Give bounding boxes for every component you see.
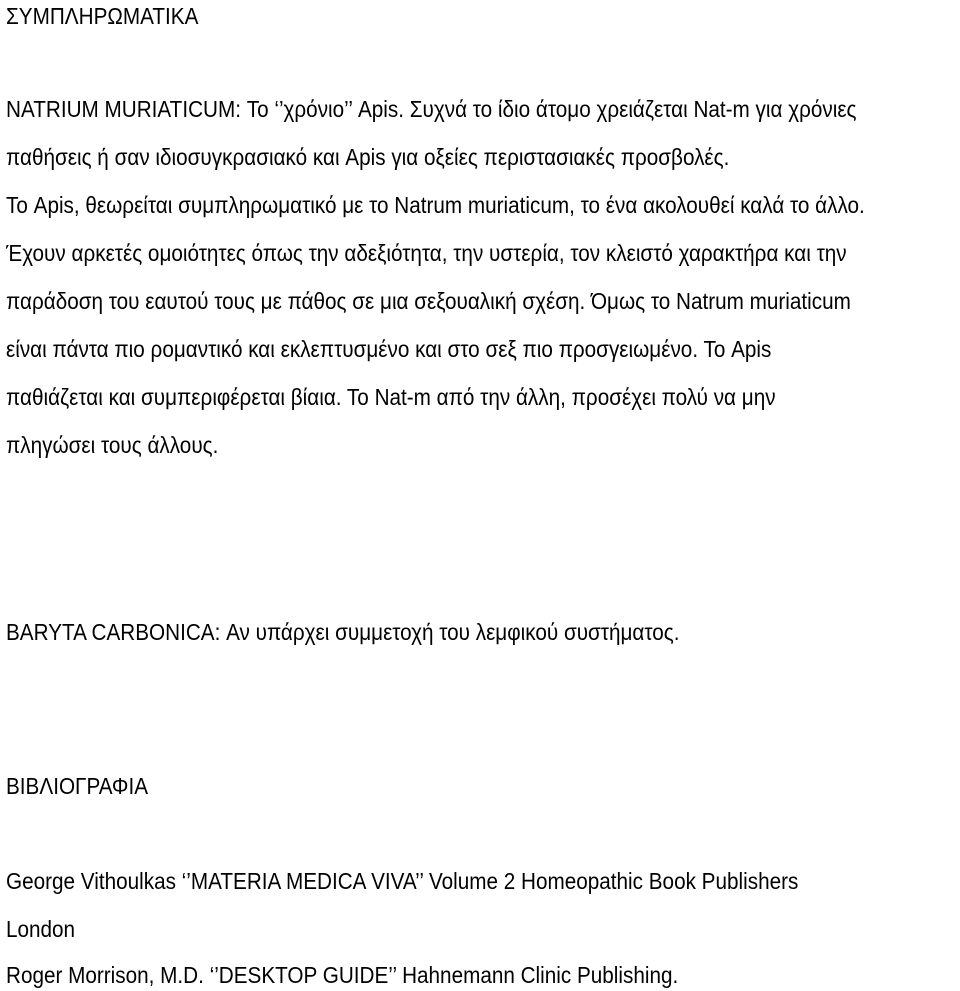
reference-morrison: Roger Morrison, M.D. ‘’DESKTOP GUIDE’’ Hahnemann Clinic Publishing.: [6, 962, 679, 988]
heading-bibliography: ΒΙΒΛΙΟΓΡΑΦΙΑ: [6, 773, 149, 799]
heading-supplements: ΣΥΜΠΛΗΡΩΜΑΤΙΚΑ: [6, 3, 199, 29]
natrum-line-1: NATRIUM MURIATICUM: Το ‘’χρόνιο’’ Apis. Συχνά το ίδιο άτομο χρειάζεται Nat-m για χρόνιες: [6, 96, 857, 122]
natrum-line-8: πληγώσει τους άλλους.: [6, 432, 219, 458]
natrum-line-2: παθήσεις ή σαν ιδιοσυγκρασιακό και Apis για οξείες περιστασιακές προσβολές.: [6, 144, 730, 170]
natrum-line-4: Έχουν αρκετές ομοιότητες όπως την αδεξιότητα, την υστερία, τον κλειστό χαρακτήρα και την: [6, 240, 847, 266]
reference-vithoulkas: George Vithoulkas ‘’MATERIA MEDICA VIVA’’ Volume 2 Homeopathic Book Publishers: [6, 868, 799, 894]
reference-vithoulkas-city: London: [6, 916, 76, 942]
baryta-paragraph: BARYTA CARBONICA: Αν υπάρχει συμμετοχή του λεμφικού συστήματος.: [6, 619, 680, 645]
natrum-line-6: είναι πάντα πιο ρομαντικό και εκλεπτυσμένο και στο σεξ πιο προσγειωμένο. Το Apis: [6, 336, 772, 362]
natrum-line-5: παράδοση του εαυτού τους με πάθος σε μια σεξουαλική σχέση. Όμως το Natrum muriaticum: [6, 288, 851, 314]
natrum-line-7: παθιάζεται και συμπεριφέρεται βίαια. Το Nat-m από την άλλη, προσέχει πολύ να μην: [6, 384, 776, 410]
natrum-line-3: Το Apis, θεωρείται συμπληρωματικό με το Natrum muriaticum, το ένα ακολουθεί καλά το άλλο.: [6, 192, 865, 218]
